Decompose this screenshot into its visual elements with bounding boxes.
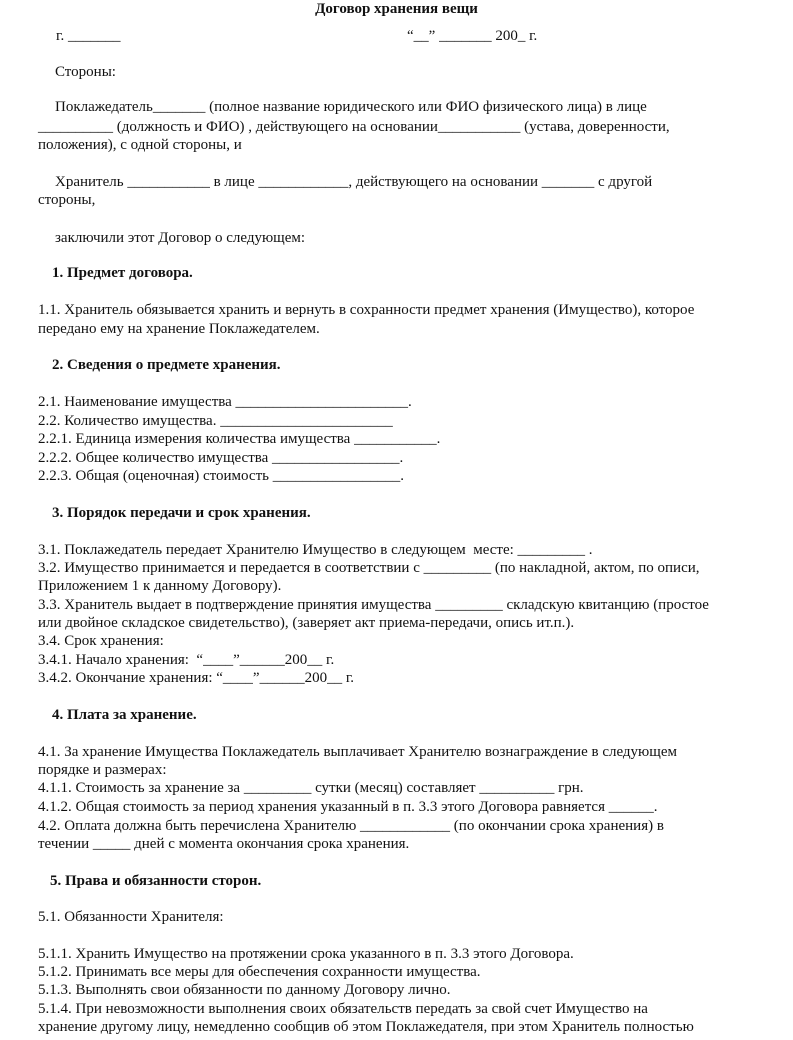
section-2-heading: 2. Сведения о предмете хранения. [52, 357, 281, 373]
section-5-heading: 5. Права и обязанности сторон. [50, 873, 262, 889]
section-3-heading: 3. Порядок передачи и срок хранения. [52, 505, 311, 521]
parties-heading: Стороны: [55, 64, 116, 80]
section-3-line: 3.4.1. Начало хранения: “____”______200__ г. [38, 652, 335, 668]
section-1-line: 1.1. Хранитель обязывается хранить и вернуть в сохранности предмет хранения (Имущество), которое [38, 302, 695, 318]
section-1-heading: 1. Предмет договора. [52, 265, 193, 281]
section-2-line: 2.2. Количество имущества. _______________________ [38, 413, 393, 429]
section-4-line: 4.2. Оплата должна быть перечислена Хранителю ____________ (по окончании срока хранения) в [38, 818, 664, 834]
section-4-line: течении _____ дней с момента окончания срока хранения. [38, 836, 410, 852]
keeper-line: стороны, [38, 192, 96, 208]
section-4-heading: 4. Плата за хранение. [52, 707, 197, 723]
section-2-line: 2.1. Наименование имущества _______________________. [38, 394, 412, 410]
section-5-subheading: 5.1. Обязанности Хранителя: [38, 909, 224, 925]
section-4-line: 4.1. За хранение Имущества Поклажедатель выплачивает Хранителю вознаграждение в следующем [38, 744, 677, 760]
city-field: г. _______ [56, 28, 121, 44]
concluded-line: заключили этот Договор о следующем: [55, 230, 306, 246]
keeper-line: Хранитель ___________ в лице ____________, действующего на основании _______ с другой [55, 174, 653, 190]
section-3-line: 3.3. Хранитель выдает в подтверждение принятия имущества _________ складскую квитанцию (простое [38, 597, 709, 613]
section-5-line: 5.1.3. Выполнять свои обязанности по данному Договору лично. [38, 982, 451, 998]
section-5-line: хранение другому лицу, немедленно сообщив об этом Поклажедателя, при этом Хранитель полностью [38, 1019, 694, 1035]
section-3-line: 3.4.2. Окончание хранения: “____”______200__ г. [38, 670, 355, 686]
section-3-line: Приложением 1 к данному Договору). [38, 578, 282, 594]
section-3-line: или двойное складское свидетельство), (заверяет акт приема-передачи, опись ит.п.). [38, 615, 575, 631]
section-5-line: 5.1.2. Принимать все меры для обеспечения сохранности имущества. [38, 964, 481, 980]
section-1-line: передано ему на хранение Поклажедателем. [38, 321, 320, 337]
depositor-line: __________ (должность и ФИО) , действующего на основании___________ (устава, доверенности, [38, 119, 670, 135]
section-2-line: 2.2.2. Общее количество имущества _________________. [38, 450, 404, 466]
date-field: “__” _______ 200_ г. [407, 28, 538, 44]
section-2-line: 2.2.3. Общая (оценочная) стоимость _________________. [38, 468, 404, 484]
depositor-line: положения), с одной стороны, и [38, 137, 242, 153]
section-3-line: 3.1. Поклажедатель передает Хранителю Имущество в следующем месте: _________ . [38, 542, 593, 558]
section-3-line: 3.2. Имущество принимается и передается в соответствии с _________ (по накладной, актом, по описи, [38, 560, 700, 576]
depositor-line: Поклажедатель_______ (полное название юридического или ФИО физического лица) в лице [55, 99, 647, 115]
document-title: Договор хранения вещи [315, 1, 478, 17]
section-5-line: 5.1.1. Хранить Имущество на протяжении срока указанного в п. 3.3 этого Договора. [38, 946, 574, 962]
section-3-line: 3.4. Срок хранения: [38, 633, 164, 649]
section-5-line: 5.1.4. При невозможности выполнения своих обязательств передать за свой счет Имущество на [38, 1001, 648, 1017]
section-4-line: 4.1.1. Стоимость за хранение за _________ сутки (месяц) составляет __________ грн. [38, 780, 584, 796]
section-2-line: 2.2.1. Единица измерения количества имущества ___________. [38, 431, 441, 447]
section-4-line: порядке и размерах: [38, 762, 167, 778]
section-4-line: 4.1.2. Общая стоимость за период хранения указанный в п. 3.3 этого Договора равняется ______. [38, 799, 658, 815]
